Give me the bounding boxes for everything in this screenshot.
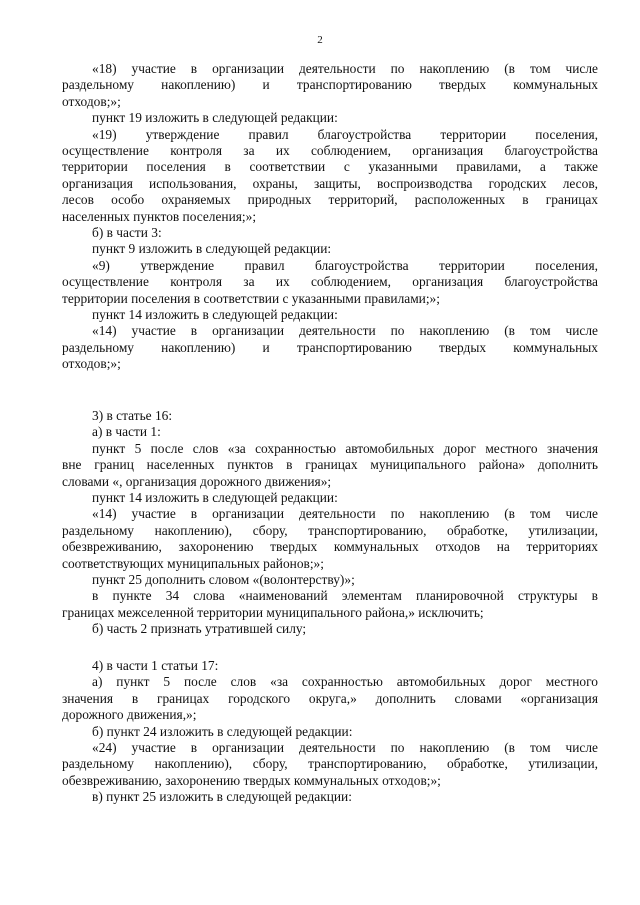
text-line: в) пункт 25 изложить в следующей редакции: xyxy=(92,789,352,805)
text-line: 3) в статье 16: xyxy=(92,408,173,423)
text-block-2 xyxy=(62,408,598,638)
text-line: раздельному накоплению) и транспортированию твердых коммунальных xyxy=(62,339,598,355)
text-line: в пункте 34 слова «наименований элементам планировочной структуры в xyxy=(92,588,598,604)
text-line: пункт 5 после слов «за сохранностью автомобильных дорог местного значения xyxy=(92,440,598,456)
text-line: значения в границах городского округа,» дополнить словами «организация xyxy=(62,690,598,706)
text-line: б) часть 2 признать утратившей силу; xyxy=(92,621,307,637)
text-line: словами «, организация дорожного движения»; xyxy=(62,473,332,489)
text-line: б) пункт 24 изложить в следующей редакции: xyxy=(92,723,353,739)
text-line: «14) участие в организации деятельности по накоплению (в том числе xyxy=(92,323,598,339)
text-line: организация использования, охраны, защиты, воспроизводства городских лесов, xyxy=(62,175,598,191)
text-line: раздельному накоплению) и транспортированию твердых коммунальных xyxy=(62,77,598,93)
text-line: пункт 19 изложить в следующей редакции: xyxy=(92,110,338,126)
text-line: осуществление контроля за их соблюдением, организация благоустройства xyxy=(62,142,598,158)
text-block-1 xyxy=(62,61,598,373)
text-line: вне границ населенных пунктов в границах муниципального района» дополнить xyxy=(62,457,598,473)
text-line: отходов;»; xyxy=(62,93,121,109)
text-line: а) пункт 5 после слов «за сохранностью автомобильных дорог местного xyxy=(92,674,598,690)
text-line: населенных пунктов поселения;»; xyxy=(62,208,257,224)
text-line: территории поселения в соответствии с указанными правилами;»; xyxy=(62,290,440,306)
text-line: пункт 14 изложить в следующей редакции: xyxy=(92,306,338,322)
text-line: пункт 9 изложить в следующей редакции: xyxy=(92,241,332,257)
text-line: раздельному накоплению), сбору, транспортированию, обработке, утилизации, xyxy=(62,756,598,772)
text-line: дорожного движения,»; xyxy=(62,707,197,723)
text-line: «19) утверждение правил благоустройства территории поселения, xyxy=(92,126,598,142)
text-block-3 xyxy=(62,658,598,806)
text-line: б) в части 3: xyxy=(92,224,162,240)
text-line: лесов особо охраняемых природных территорий, расположенных в границах xyxy=(62,192,598,208)
text-line: «18) участие в организации деятельности по накоплению (в том числе xyxy=(92,61,598,76)
text-line: а) в части 1: xyxy=(92,424,161,440)
text-line: раздельному накоплению), сбору, транспортированию, обработке, утилизации, xyxy=(62,522,598,538)
text-line: обезвреживанию, захоронению твердых коммунальных отходов;»; xyxy=(62,772,441,788)
text-line: пункт 14 изложить в следующей редакции: xyxy=(92,490,338,505)
text-line: отходов;»; xyxy=(62,356,121,372)
text-line: осуществление контроля за их соблюдением, организация благоустройства xyxy=(62,274,598,290)
text-line: «14) участие в организации деятельности по накоплению (в том числе xyxy=(92,506,598,522)
text-line: границах межселенной территории муниципального района,» исключить; xyxy=(62,604,484,620)
text-line: пункт 25 дополнить словом «(волонтерству)»; xyxy=(92,571,355,587)
text-line: соответствующих муниципальных районов;»; xyxy=(62,555,324,571)
text-line: 4) в части 1 статьи 17: xyxy=(92,658,219,673)
page-number: 2 xyxy=(317,34,323,46)
text-line: обезвреживанию, захоронению твердых коммунальных отходов на территориях xyxy=(62,539,598,555)
text-line: территории поселения в соответствии с указанными правилами, а также xyxy=(62,159,598,175)
text-line: «9) утверждение правил благоустройства территории поселения, xyxy=(92,257,598,273)
text-line: «24) участие в организации деятельности по накоплению (в том числе xyxy=(92,740,598,755)
